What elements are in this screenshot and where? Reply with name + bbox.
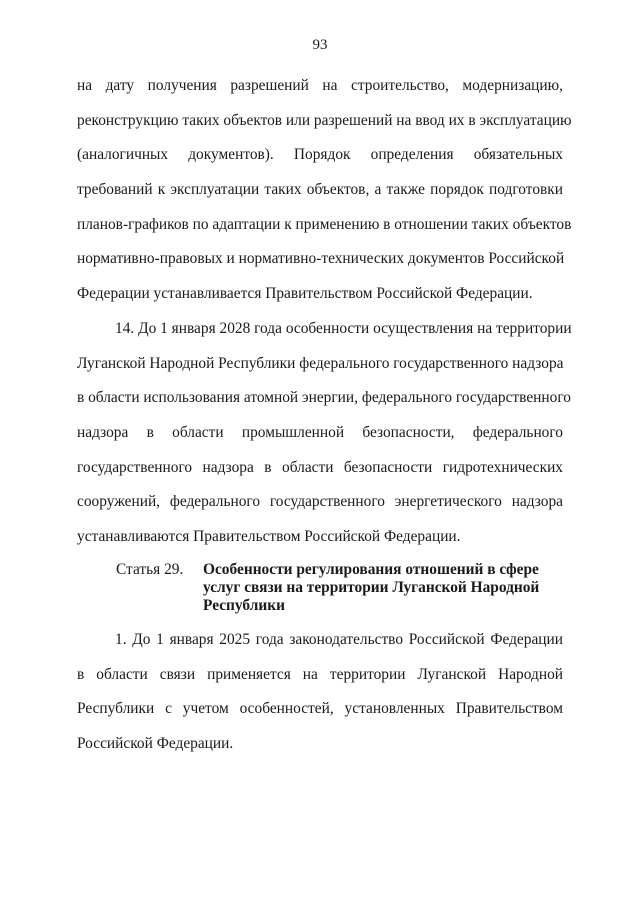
text-line: Российской Федерации.: [77, 735, 234, 753]
paragraph-14: [77, 312, 572, 555]
text-line: реконструкцию таких объектов или разрешений на ввод их в эксплуатацию: [77, 111, 572, 129]
text-line: Республики с учетом особенностей, установленных Правительством: [77, 700, 563, 718]
article-title-line: услуг связи на территории Луганской Народной: [203, 579, 540, 596]
text-line: нормативно-правовых и нормативно-технических документов Российской: [77, 250, 565, 268]
text-line: (аналогичных документов). Порядок определения обязательных: [77, 146, 563, 164]
text-line: требований к эксплуатации таких объектов, а также порядок подготовки: [77, 181, 563, 199]
text-line: надзора в области промышленной безопасности, федерального: [77, 424, 563, 442]
text-line: 1. До 1 января 2025 года законодательство Российской Федерации: [115, 631, 563, 648]
paragraph-continuation: [77, 69, 572, 312]
article-title-line: Особенности регулирования отношений в сфере: [203, 561, 539, 578]
article-title: [203, 561, 563, 615]
text-line: в области использования атомной энергии, федерального государственного: [77, 389, 571, 407]
article-label: Статья 29.: [116, 561, 184, 578]
text-line: государственного надзора в области безопасности гидротехнических: [77, 458, 563, 476]
text-line: в области связи применяется на территории Луганской Народной: [77, 665, 563, 683]
page-number: 93: [312, 37, 328, 53]
text-line: на дату получения разрешений на строительство, модернизацию,: [77, 77, 563, 94]
paragraph-article-29-1: [77, 623, 563, 762]
text-line: устанавливаются Правительством Российской Федерации.: [77, 528, 461, 546]
text-line: планов-графиков по адаптации к применению в отношении таких объектов: [77, 215, 572, 233]
article-title-line: Республики: [203, 597, 285, 614]
text-line: Федерации устанавливается Правительством Российской Федерации.: [77, 285, 533, 303]
text-line: Луганской Народной Республики федерального государственного надзора: [77, 354, 564, 372]
text-line: 14. До 1 января 2028 года особенности осуществления на территории: [115, 320, 572, 337]
text-line: сооружений, федерального государственного энергетического надзора: [77, 493, 563, 511]
